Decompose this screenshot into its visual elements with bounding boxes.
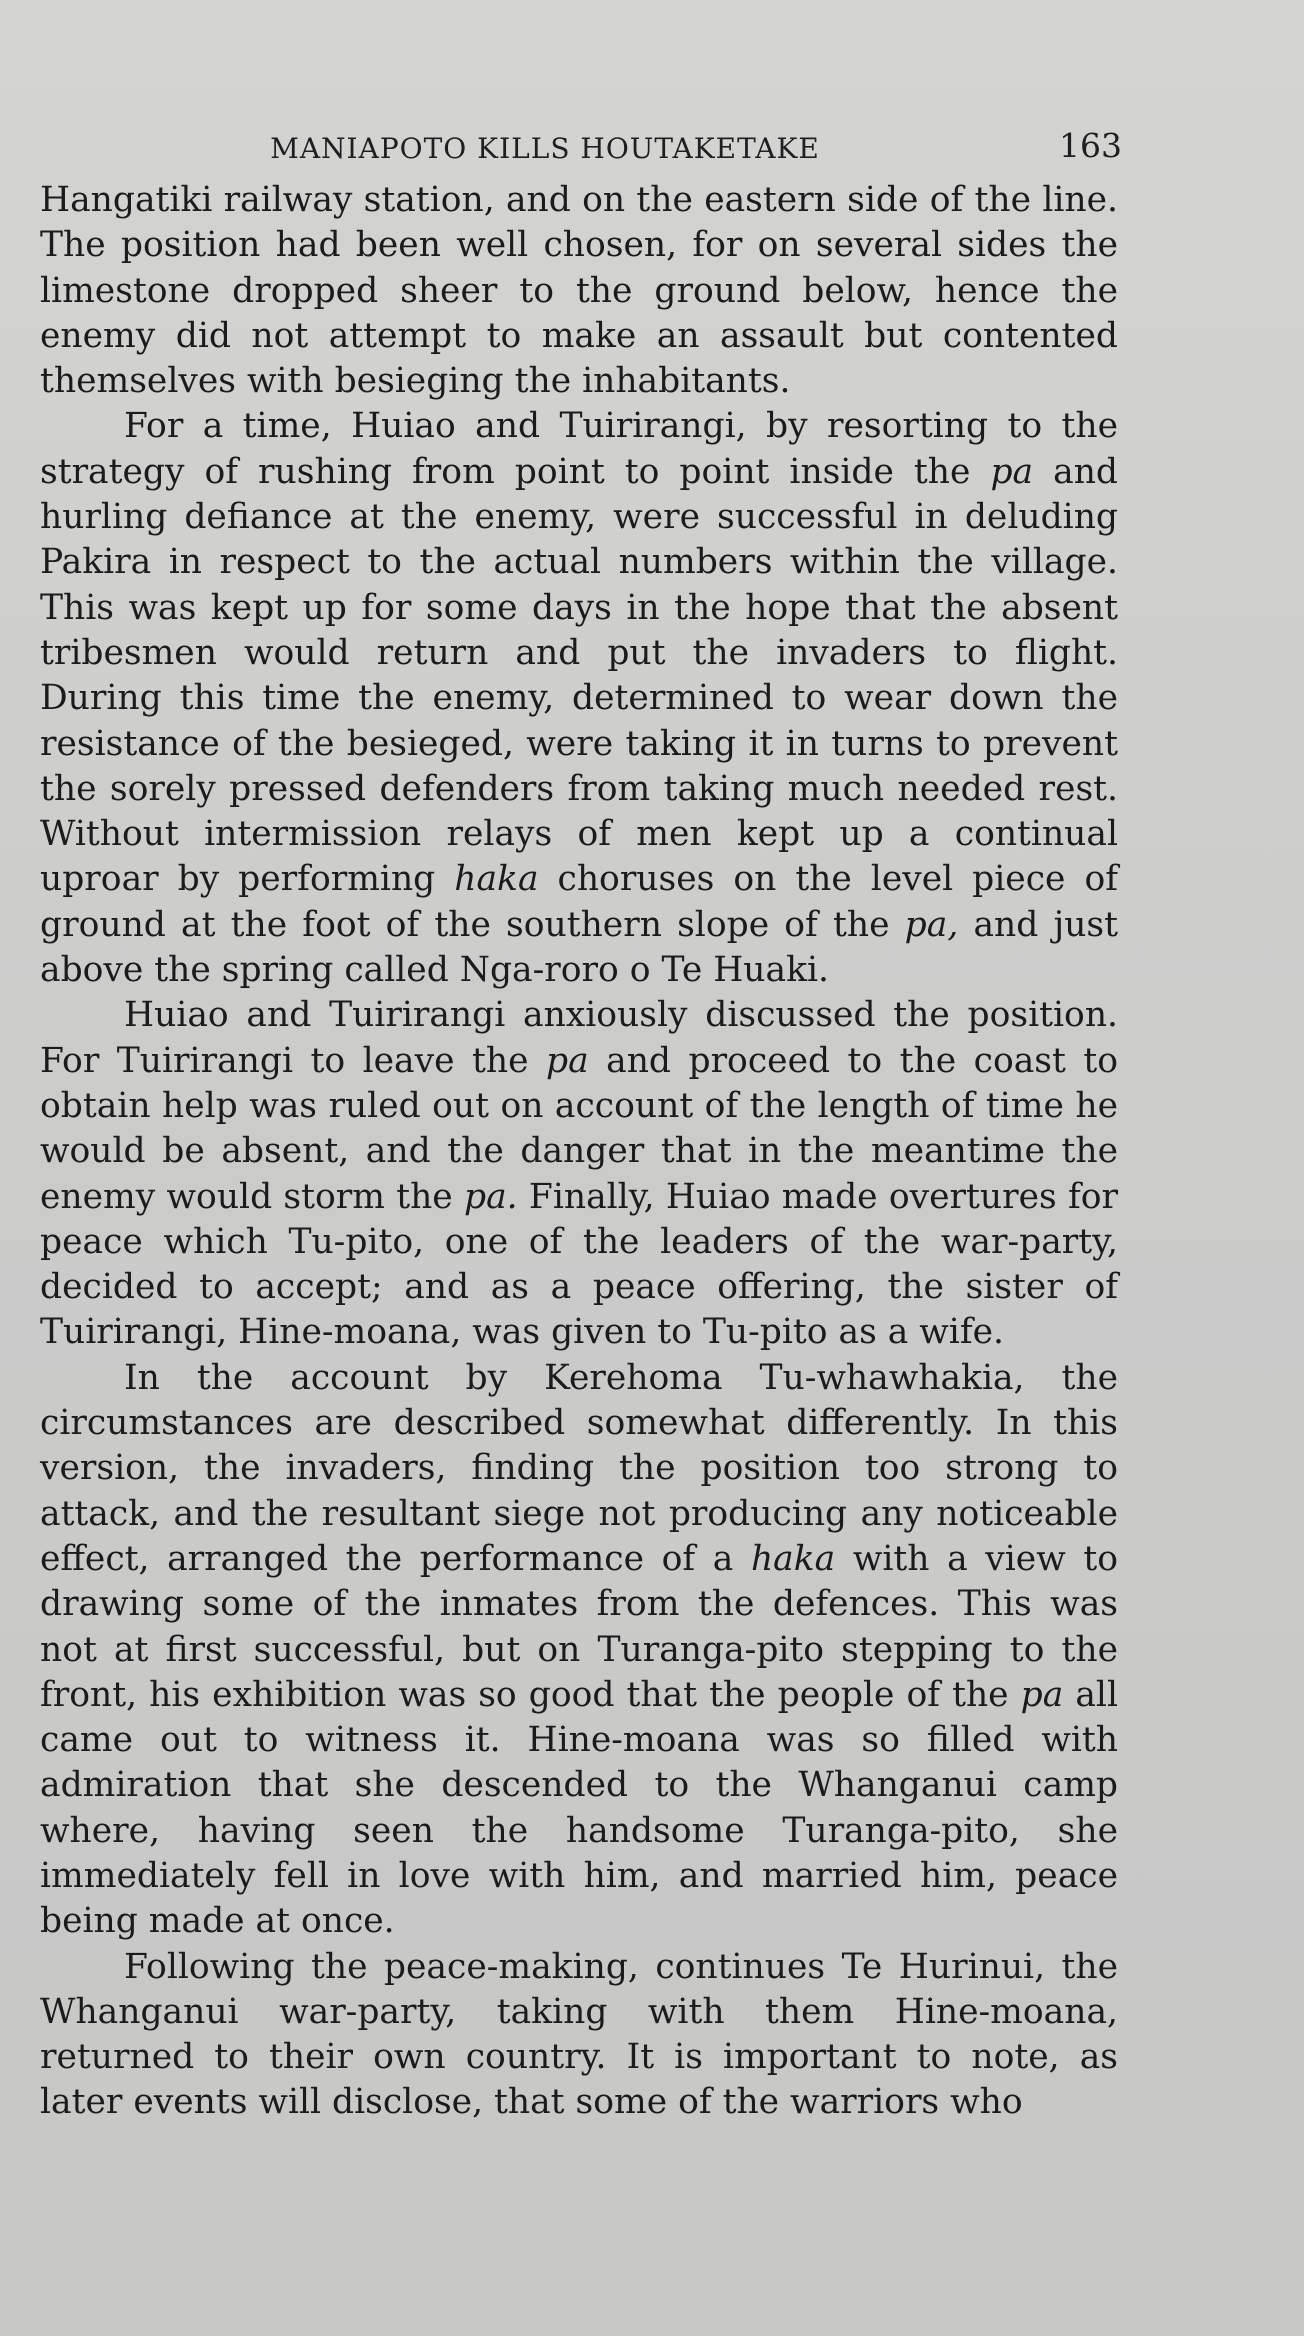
text-run: and just above the spring called Nga-roro o Te Huaki. <box>40 904 1118 991</box>
italic-term: haka <box>750 1538 836 1579</box>
text-run: choruses on the level piece of ground at the foot of the southern slope of the <box>40 859 1118 945</box>
paragraph-3 <box>40 993 1118 1355</box>
text-run: all came out to witness it. Hine-moana was so filled with admiration that she descended to the Whanganui camp where, having seen the handsome Turanga-pito, she immediately fell in love with him, and married him, peace being made at once. <box>40 1674 1118 1942</box>
running-title: MANIAPOTO KILLS HOUTAKETAKE <box>270 132 820 165</box>
paragraph-text: Hangatiki railway station, and on the eastern side of the line. The position had been well chosen, for on several sides the limestone dropped sheer to the ground below, hence the enemy did not attempt to make an assault but contented themselves with besieging the inhabitants. <box>40 180 1118 402</box>
italic-term: haka <box>454 859 539 900</box>
text-run: Finally, Huiao made overtures for peace which Tu-pito, one of the leaders of the war-party, decided to accept; and as a peace offering, the sister of Tuirirangi, Hine-moana, was given to Tu-pito as a wife. <box>40 1176 1118 1353</box>
paragraph-1 <box>40 178 1118 404</box>
paragraph-2 <box>40 404 1118 993</box>
book-page <box>40 118 1122 2126</box>
italic-term: pa, <box>904 904 959 945</box>
text-run: with a view to drawing some of the inmates from the defences. This was not at first successful, but on Turanga-pito stepping to the front, his exhibition was so good that the people of the <box>40 1538 1118 1715</box>
text-run: Huiao and Tuirirangi anxiously discussed the position. For Tuirirangi to leave the <box>40 995 1118 1081</box>
running-header <box>40 118 1122 178</box>
italic-term: pa. <box>464 1176 518 1217</box>
text-run: In the account by Kerehoma Tu-whawhakia, the circumstances are described somewhat differently. In this version, the invaders, finding the position too strong to attack, and the resultant siege not producing any noticeable effect, arranged the performance of a <box>40 1357 1118 1579</box>
body-text <box>40 178 1118 2126</box>
text-run: For a time, Huiao and Tuirirangi, by resorting to the strategy of rushing from point to point inside the <box>40 406 1118 492</box>
paragraph-text: Following the peace-making, continues Te Hurinui, the Whanganui war-party, taking with them Hine-moana, returned to their own country. It is important to note, as later events will disclose, that some of the warriors who <box>40 1946 1118 2123</box>
italic-term: pa <box>545 1040 589 1081</box>
paragraph-4 <box>40 1356 1118 1945</box>
italic-term: pa <box>1020 1674 1064 1715</box>
italic-term: pa <box>990 451 1034 492</box>
paragraph-5 <box>40 1945 1118 2126</box>
text-run: and hurling defiance at the enemy, were successful in deluding Pakira in respect to the actual numbers within the village. This was kept up for some days in the hope that the absent tribesmen would return and put the invaders to flight. During this time the enemy, determined to wear down the resistance of the besieged, were taking it in turns to prevent the sorely pressed defenders from taking much needed rest. Without intermission relays of men kept up a continual uproar by performing <box>40 451 1118 900</box>
text-run: and proceed to the coast to obtain help was ruled out on account of the length of time he would be absent, and the danger that in the meantime the enemy would storm the <box>40 1040 1118 1217</box>
page-number: 163 <box>1059 126 1122 165</box>
